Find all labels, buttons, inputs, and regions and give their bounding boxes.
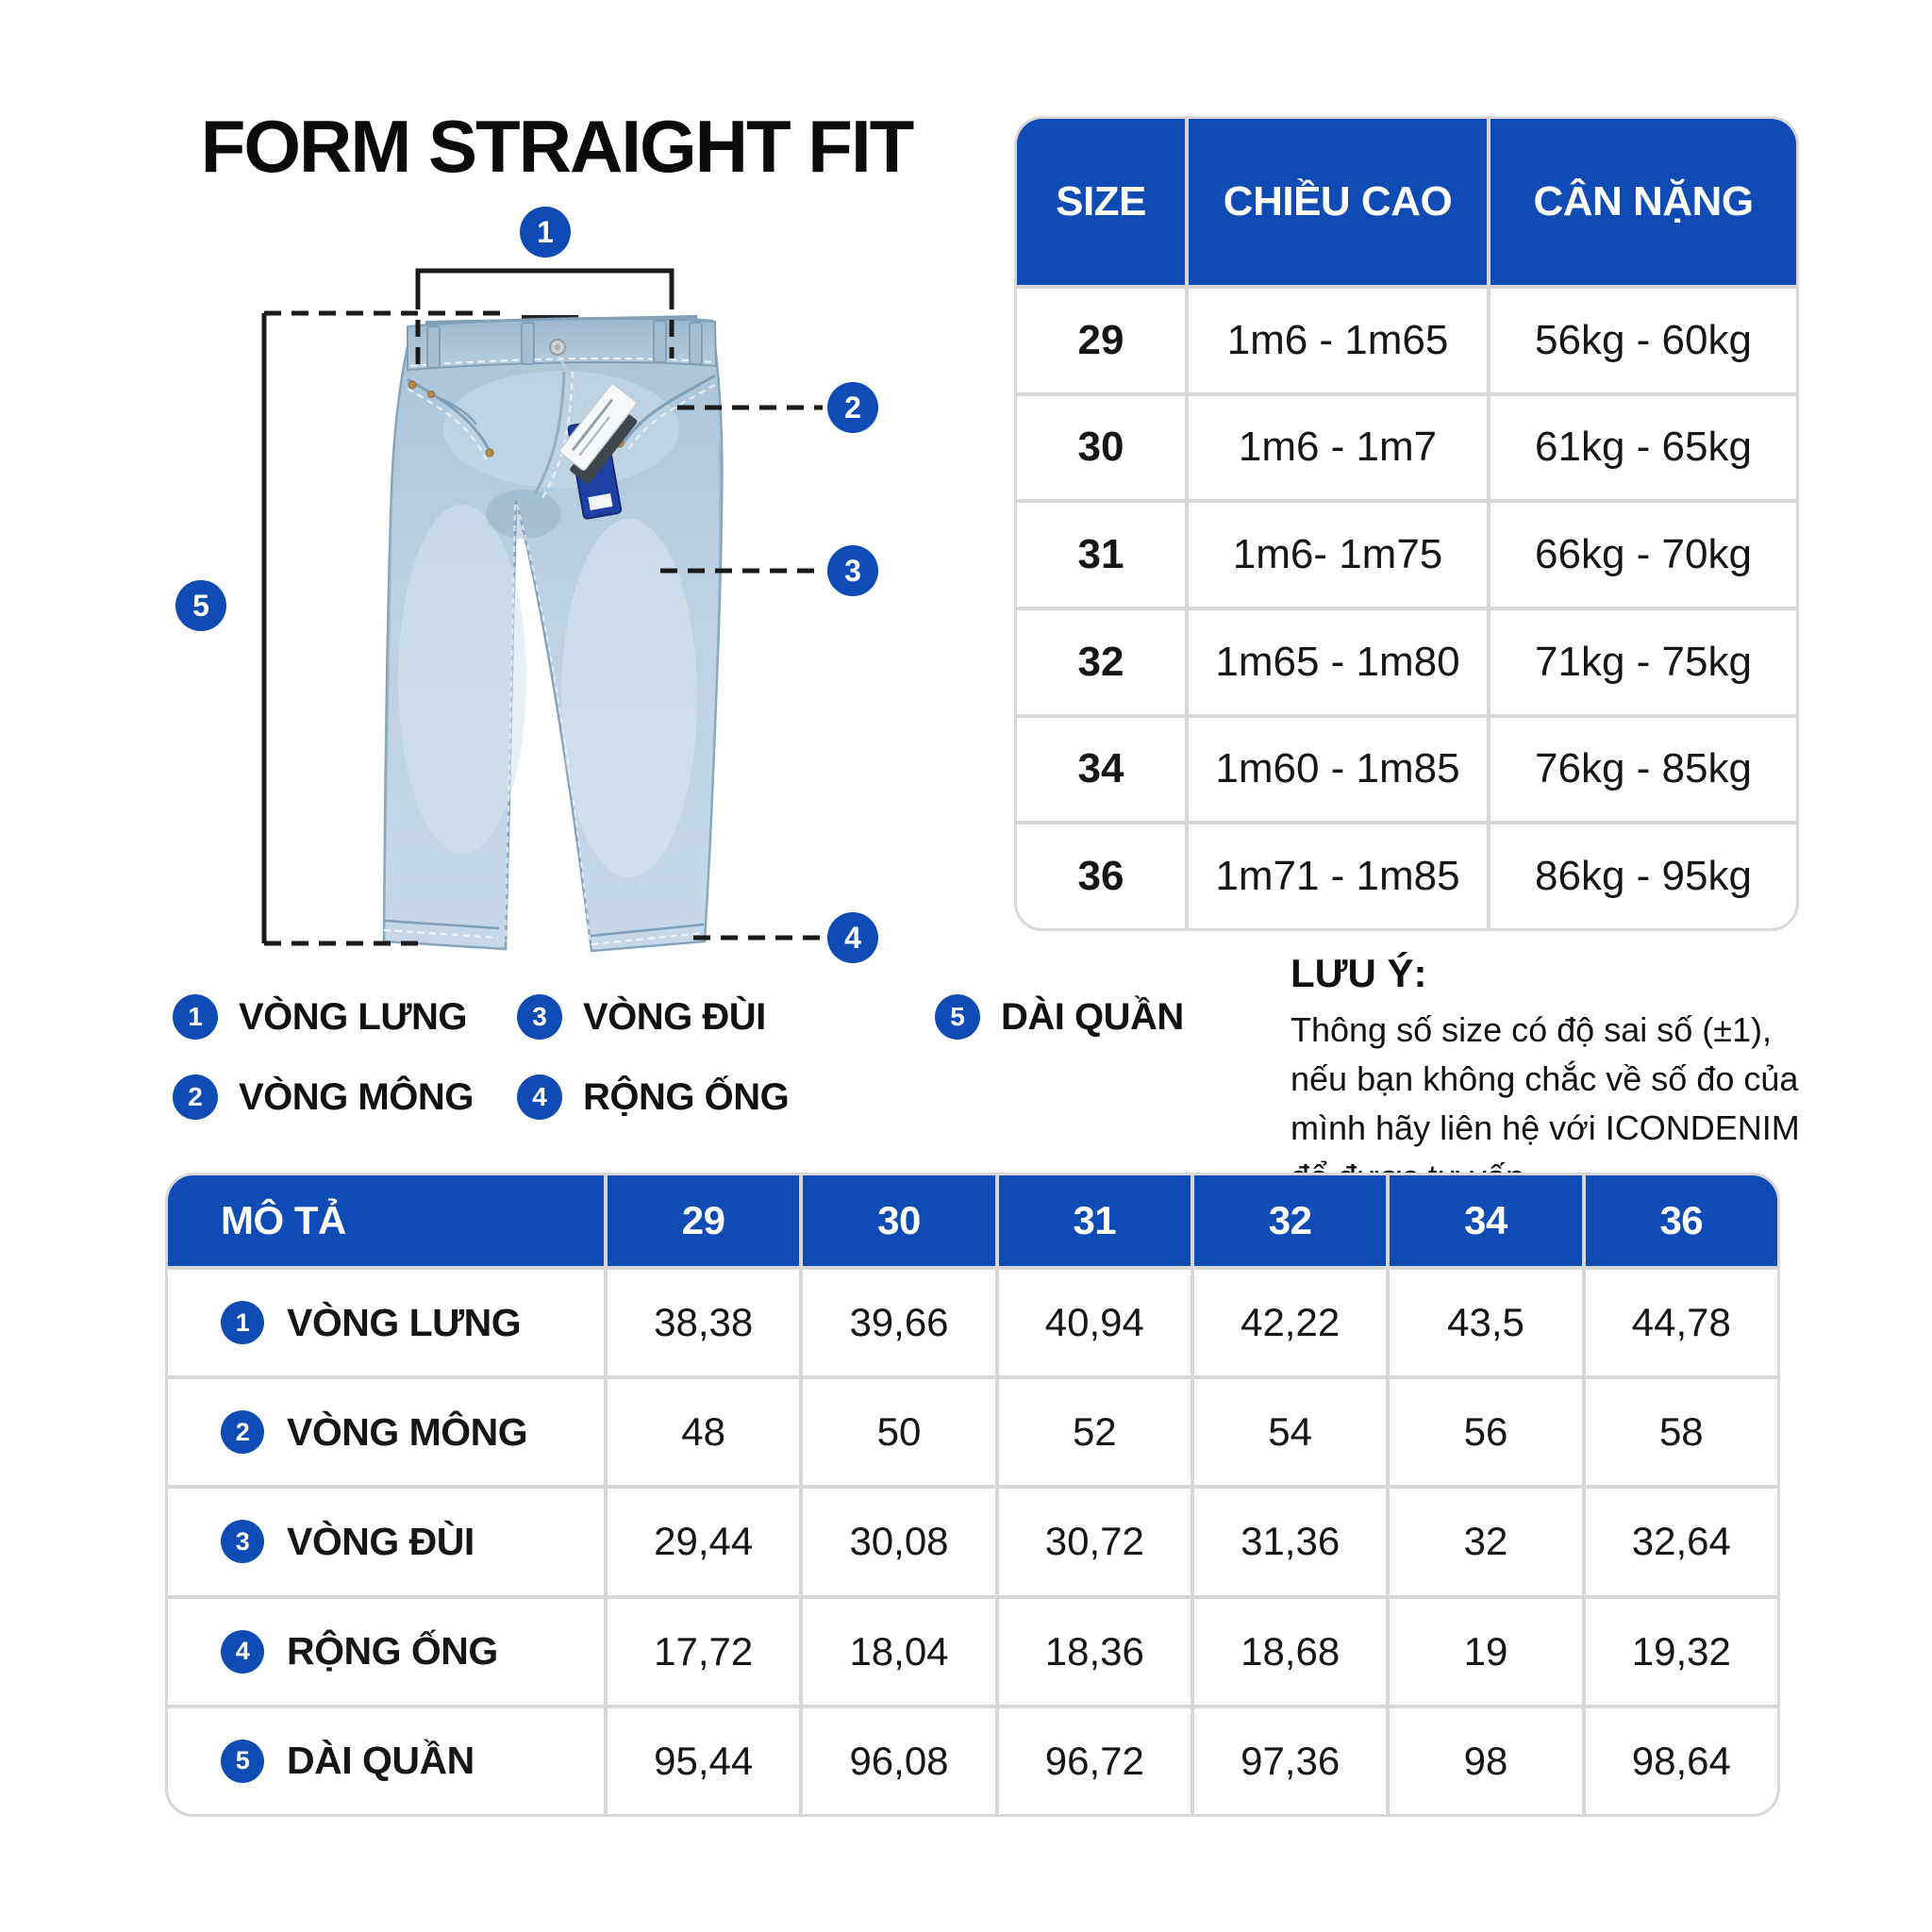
legend-item-rong-ong [517, 1074, 789, 1120]
legend-number-5: 5 [935, 994, 980, 1040]
legend-label: RỘNG ỐNG [583, 1075, 790, 1118]
waist-bracket [418, 271, 672, 292]
note-block [1291, 951, 1824, 1202]
measure-value: 38,38 [608, 1270, 799, 1375]
callout-circle-1: 1 [520, 207, 571, 258]
measure-table-header-desc: MÔ TẢ [168, 1175, 604, 1266]
measure-table-header-32: 32 [1194, 1175, 1386, 1266]
row-number: 2 [221, 1410, 264, 1454]
size-table [1014, 116, 1799, 931]
measure-value: 32,64 [1586, 1489, 1777, 1594]
measure-row-label-vong-lung [168, 1270, 604, 1375]
size-cell: 29 [1017, 289, 1185, 392]
weight-cell: 66kg - 70kg [1491, 503, 1796, 607]
measure-row-label-rong-ong [168, 1599, 604, 1705]
legend-item-vong-mong [173, 1074, 474, 1120]
measure-value: 18,36 [999, 1599, 1191, 1705]
height-cell: 1m6- 1m75 [1189, 503, 1487, 607]
legend-label: VÒNG LƯNG [239, 995, 468, 1038]
measure-table-header-31: 31 [999, 1175, 1191, 1266]
height-cell: 1m6 - 1m65 [1189, 289, 1487, 392]
row-label: VÒNG ĐÙI [287, 1519, 475, 1563]
measure-value: 52 [999, 1379, 1191, 1485]
size-cell: 30 [1017, 396, 1185, 500]
measure-table-header-34: 34 [1390, 1175, 1581, 1266]
measure-value: 48 [608, 1379, 799, 1485]
measure-value: 58 [1586, 1379, 1777, 1485]
measure-value: 43,5 [1390, 1270, 1581, 1375]
height-cell: 1m60 - 1m85 [1189, 718, 1487, 822]
note-line: nếu bạn không chắc về số đo của [1291, 1059, 1799, 1098]
measure-value: 97,36 [1194, 1708, 1386, 1814]
measure-row-label-vong-mong [168, 1379, 604, 1485]
size-cell: 34 [1017, 718, 1185, 822]
measure-value: 42,22 [1194, 1270, 1386, 1375]
legend-label: DÀI QUẦN [1001, 995, 1184, 1038]
row-number: 3 [221, 1520, 264, 1563]
size-cell: 31 [1017, 503, 1185, 607]
weight-cell: 61kg - 65kg [1491, 396, 1796, 500]
size-table-header-weight: CÂN NẶNG [1491, 119, 1796, 285]
height-cell: 1m65 - 1m80 [1189, 610, 1487, 714]
legend-number-2: 2 [173, 1074, 218, 1120]
legend-label: VÒNG ĐÙI [583, 995, 766, 1038]
legend-number-3: 3 [517, 994, 562, 1040]
row-label: RỘNG ỐNG [287, 1629, 498, 1674]
legend-number-4: 4 [517, 1074, 562, 1120]
measure-row-label-vong-dui [168, 1489, 604, 1594]
callout-circle-3: 3 [827, 545, 878, 596]
row-label: VÒNG MÔNG [287, 1409, 528, 1454]
callout-circle-2: 2 [827, 382, 878, 433]
note-line: Thông số size có độ sai số (±1), [1291, 1010, 1772, 1049]
legend-item-dai-quan [935, 994, 1184, 1040]
row-label: VÒNG LƯNG [287, 1300, 522, 1344]
measure-value: 17,72 [608, 1599, 799, 1705]
measure-value: 56 [1390, 1379, 1581, 1485]
measure-value: 29,44 [608, 1489, 799, 1594]
page-title: FORM STRAIGHT FIT [200, 105, 913, 188]
weight-cell: 56kg - 60kg [1491, 289, 1796, 392]
legend-item-vong-lung [173, 994, 467, 1040]
measure-value: 31,36 [1194, 1489, 1386, 1594]
measure-value: 30,08 [803, 1489, 994, 1594]
measure-value: 54 [1194, 1379, 1386, 1485]
weight-cell: 71kg - 75kg [1491, 610, 1796, 714]
measure-value: 96,72 [999, 1708, 1191, 1814]
measure-value: 19 [1390, 1599, 1581, 1705]
size-table-header-size: SIZE [1017, 119, 1185, 285]
legend-number-1: 1 [173, 994, 218, 1040]
row-number: 4 [221, 1630, 264, 1674]
note-title: LƯU Ý: [1291, 951, 1427, 995]
height-cell: 1m6 - 1m7 [1189, 396, 1487, 500]
measure-value: 30,72 [999, 1489, 1191, 1594]
measure-row-label-dai-quan [168, 1708, 604, 1814]
measure-value: 18,04 [803, 1599, 994, 1705]
measure-table-header-36: 36 [1586, 1175, 1777, 1266]
callout-circle-5: 5 [175, 580, 226, 631]
measure-value: 44,78 [1586, 1270, 1777, 1375]
row-number: 5 [221, 1740, 264, 1783]
weight-cell: 86kg - 95kg [1491, 824, 1796, 928]
measure-value: 50 [803, 1379, 994, 1485]
height-cell: 1m71 - 1m85 [1189, 824, 1487, 928]
size-cell: 32 [1017, 610, 1185, 714]
note-line: mình hãy liên hệ với ICONDENIM [1291, 1108, 1800, 1147]
measure-value: 18,68 [1194, 1599, 1386, 1705]
measure-value: 40,94 [999, 1270, 1191, 1375]
size-cell: 36 [1017, 824, 1185, 928]
measure-value: 98 [1390, 1708, 1581, 1814]
measure-table-header-30: 30 [803, 1175, 994, 1266]
measure-value: 96,08 [803, 1708, 994, 1814]
measure-table [165, 1173, 1780, 1817]
row-label: DÀI QUẦN [287, 1739, 475, 1783]
measure-value: 39,66 [803, 1270, 994, 1375]
measure-value: 98,64 [1586, 1708, 1777, 1814]
callout-circle-4: 4 [827, 912, 878, 963]
measure-table-header-29: 29 [608, 1175, 799, 1266]
weight-cell: 76kg - 85kg [1491, 718, 1796, 822]
legend-item-vong-dui [517, 994, 766, 1040]
measure-value: 19,32 [1586, 1599, 1777, 1705]
measure-value: 32 [1390, 1489, 1581, 1594]
row-number: 1 [221, 1301, 264, 1344]
legend-label: VÒNG MÔNG [239, 1075, 474, 1118]
measure-value: 95,44 [608, 1708, 799, 1814]
size-table-header-height: CHIỀU CAO [1189, 119, 1487, 285]
